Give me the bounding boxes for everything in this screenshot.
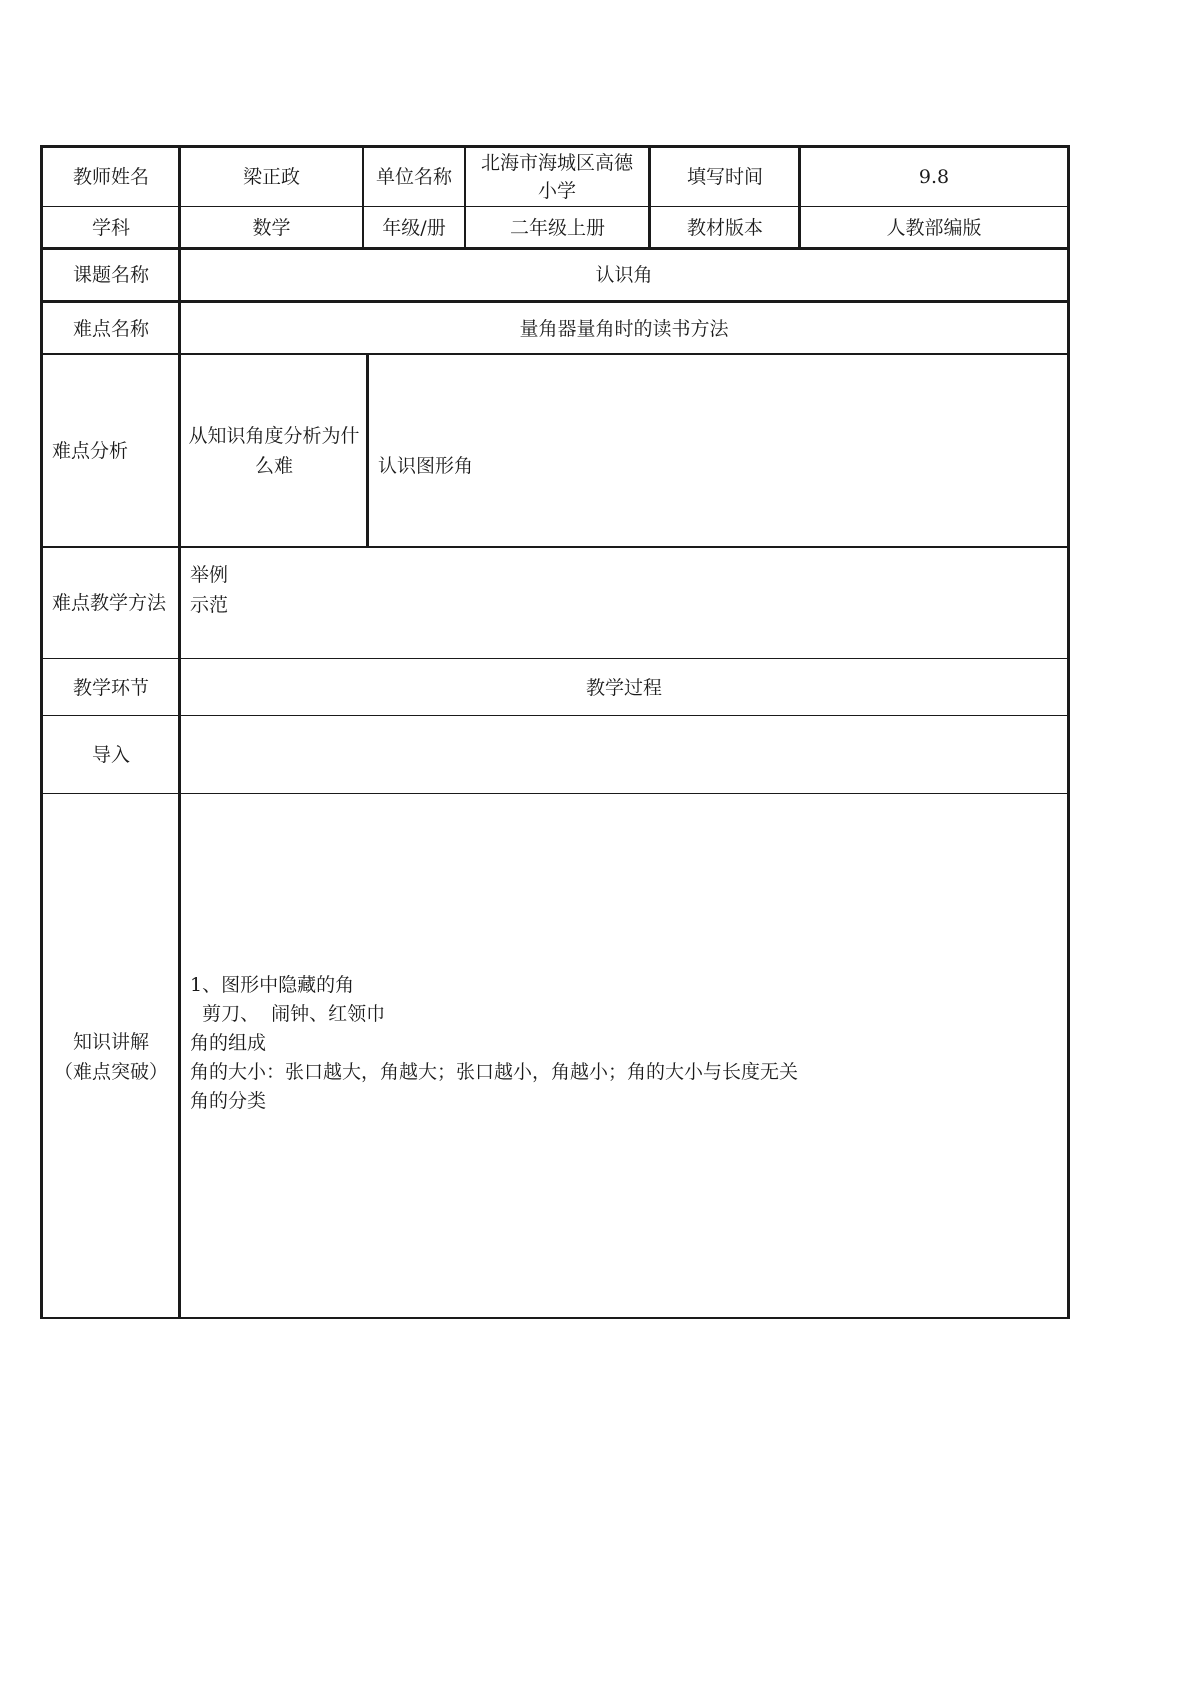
- unit-name-value: 北海市海城区高德小学: [480, 152, 633, 202]
- table-border: [40, 247, 1070, 250]
- method-item: 举例: [190, 564, 229, 586]
- table-border: [648, 145, 651, 249]
- table-border: [40, 206, 1070, 207]
- table-border: [40, 715, 1070, 716]
- table-border: [40, 300, 1070, 303]
- method-item: 示范: [190, 594, 229, 616]
- fill-time-value: 9.8: [918, 166, 950, 188]
- table-border: [798, 145, 801, 249]
- difficulty-value: 量角器量角时的读书方法: [519, 318, 729, 340]
- analysis-sub-label: 从知识角度分析为什么难: [188, 425, 360, 477]
- table-border: [40, 353, 1070, 355]
- method-label: 难点教学方法: [52, 592, 167, 614]
- table-border: [40, 1317, 1070, 1319]
- process-label: 教学环节: [72, 677, 149, 699]
- explanation-label-line2: （难点突破）: [53, 1061, 168, 1083]
- explanation-line: 1、图形中隐藏的角: [190, 974, 355, 996]
- table-border: [362, 145, 364, 249]
- subject-value: 数学: [252, 217, 291, 239]
- teacher-name-label: 教师姓名: [72, 166, 149, 188]
- table-border: [40, 145, 43, 1319]
- topic-label: 课题名称: [72, 264, 149, 286]
- table-border: [40, 658, 1070, 659]
- explanation-line: 角的分类: [190, 1090, 267, 1112]
- explanation-line: 角的大小：张口越大，角越大；张口越小，角越小；角的大小与长度无关: [190, 1061, 799, 1083]
- subject-label: 学科: [91, 217, 130, 239]
- unit-name-label: 单位名称: [375, 166, 452, 188]
- textbook-label: 教材版本: [686, 217, 763, 239]
- explanation-line: 剪刀、 闹钟、红领巾: [190, 1003, 386, 1025]
- grade-label: 年级/册: [382, 217, 446, 239]
- table-border: [366, 354, 369, 548]
- table-border: [178, 145, 181, 1319]
- topic-value: 认识角: [595, 264, 653, 286]
- analysis-label: 难点分析: [52, 440, 129, 462]
- table-border: [40, 546, 1070, 548]
- explanation-label-line1: 知识讲解: [72, 1031, 149, 1053]
- table-border: [40, 145, 1070, 148]
- fill-time-label: 填写时间: [686, 166, 763, 188]
- grade-value: 二年级上册: [509, 217, 605, 239]
- analysis-value: 认识图形角: [378, 455, 474, 477]
- table-border: [464, 145, 466, 249]
- intro-label: 导入: [91, 744, 130, 766]
- textbook-value: 人教部编版: [886, 217, 982, 239]
- explanation-line: 角的组成: [190, 1032, 267, 1054]
- process-value: 教学过程: [585, 677, 662, 699]
- difficulty-label: 难点名称: [72, 318, 149, 340]
- intro-value: [190, 740, 1050, 770]
- table-border: [1067, 145, 1070, 1319]
- table-border: [40, 793, 1070, 794]
- teacher-name-value: 梁正政: [242, 166, 300, 188]
